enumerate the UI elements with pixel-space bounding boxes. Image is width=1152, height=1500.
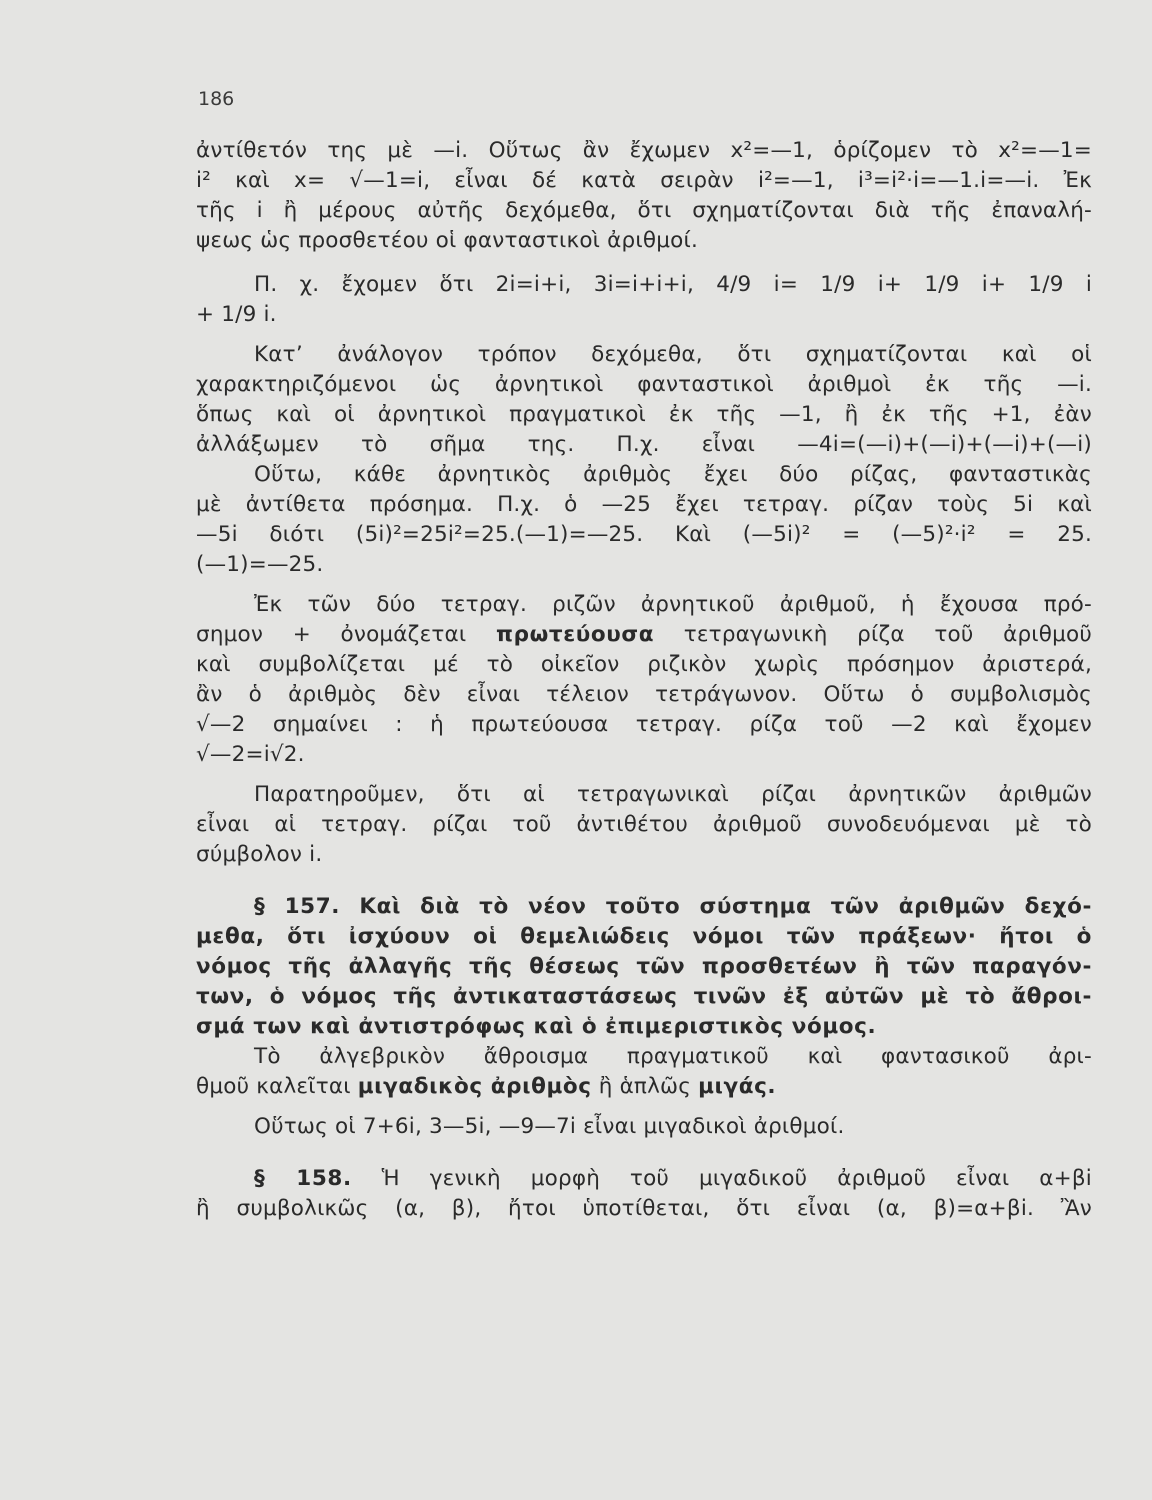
text-line: χαρακτηριζόμενοι ὡς ἀρνητικοὶ φανταστικοὶ ἀριθμοὶ ἐκ τῆς —i. bbox=[196, 372, 1092, 397]
section-157-line: σμά των καὶ ἀντιστρόφως καὶ ὁ ἐπιμεριστικὸς νόμος. bbox=[196, 1014, 877, 1039]
text-segment: ἢ ἁπλῶς bbox=[598, 1074, 692, 1099]
text-line: Παρατηροῦμεν, ὅτι αἱ τετραγωνικαὶ ρίζαι ἀρνητικῶν ἀριθμῶν bbox=[254, 782, 1092, 807]
text-line: μὲ ἀντίθετα πρόσημα. Π.χ. ὁ —25 ἔχει τετραγ. ρίζαν τοὺς 5i καὶ bbox=[196, 492, 1092, 517]
term-migas: μιγάς. bbox=[698, 1074, 777, 1099]
text-segment: τετραγωνικὴ ρίζα τοῦ ἀριθμοῦ bbox=[683, 622, 1092, 647]
text-segment: θμοῦ καλεῖται bbox=[196, 1074, 351, 1099]
section-157-line: μεθα, ὅτι ἰσχύουν οἱ θεμελιώδεις νόμοι τῶν πράξεων· ἤτοι ὁ bbox=[196, 924, 1092, 949]
term-migadikos-arithmos: μιγαδικὸς ἀριθμὸς bbox=[357, 1074, 592, 1099]
text-line: (—1)=—25. bbox=[196, 552, 324, 577]
text-line: Οὕτως οἱ 7+6i, 3—5i, —9—7i εἶναι μιγαδικοὶ ἀριθμοί. bbox=[254, 1114, 845, 1139]
text-line: ἀντίθετόν της μὲ —i. Οὕτως ἂν ἔχωμεν x²=—1, ὁρίζομεν τὸ x²=—1= bbox=[196, 138, 1092, 163]
body-text bbox=[196, 136, 1092, 1224]
section-157-line: των, ὁ νόμος τῆς ἀντικαταστάσεως τινῶν ἐξ αὐτῶν μὲ τὸ ἄθροι- bbox=[196, 984, 1092, 1009]
section-158-heading: § 158. bbox=[254, 1166, 352, 1191]
text-segment: Ἡ γενικὴ μορφὴ τοῦ μιγαδικοῦ ἀριθμοῦ εἶναι α+βi bbox=[381, 1166, 1092, 1191]
text-line: εἶναι αἱ τετραγ. ρίζαι τοῦ ἀντιθέτου ἀριθμοῦ συνοδευόμεναι μὲ τὸ bbox=[196, 812, 1092, 837]
text-line: ἂν ὁ ἀριθμὸς δὲν εἶναι τέλειον τετράγωνον. Οὕτω ὁ συμβολισμὸς bbox=[196, 682, 1092, 707]
text-line: √—2 σημαίνει : ἡ πρωτεύουσα τετραγ. ρίζα τοῦ —2 καὶ ἔχομεν bbox=[196, 712, 1092, 737]
text-line: ἀλλάξωμεν τὸ σῆμα της. Π.χ. εἶναι —4i=(—i)+(—i)+(—i)+(—i) bbox=[196, 432, 1092, 457]
text-line: Ἐκ τῶν δύο τετραγ. ριζῶν ἀρνητικοῦ ἀριθμοῦ, ἡ ἔχουσα πρό- bbox=[254, 592, 1092, 617]
text-line: —5i διότι (5i)²=25i²=25.(—1)=—25. Καὶ (—5i)² = (—5)²·i² = 25. bbox=[196, 522, 1092, 547]
text-line: Π. χ. ἔχομεν ὅτι 2i=i+i, 3i=i+i+i, 4/9 i= 1/9 i+ 1/9 i+ 1/9 i bbox=[254, 272, 1092, 297]
text-segment: σημον + ὀνομάζεται bbox=[196, 622, 467, 647]
section-157-line: νόμος τῆς ἀλλαγῆς τῆς θέσεως τῶν προσθετέων ἢ τῶν παραγόν- bbox=[196, 954, 1092, 979]
text-line: τῆς i ἢ μέρους αὐτῆς δεχόμεθα, ὅτι σχηματίζονται διὰ τῆς ἐπαναλή- bbox=[196, 198, 1092, 223]
text-line: + 1/9 i. bbox=[196, 302, 277, 327]
text-line: Οὕτω, κάθε ἀρνητικὸς ἀριθμὸς ἔχει δύο ρίζας, φανταστικὰς bbox=[254, 462, 1092, 487]
page-number: 186 bbox=[198, 88, 235, 110]
text-line: ἢ συμβολικῶς (α, β), ἤτοι ὑποτίθεται, ὅτι εἶναι (α, β)=α+βi. Ἂν bbox=[196, 1196, 1092, 1221]
text-line: Κατ’ ἀνάλογον τρόπον δεχόμεθα, ὅτι σχηματίζονται καὶ οἱ bbox=[254, 342, 1092, 367]
text-line: ὅπως καὶ οἱ ἀρνητικοὶ πραγματικοὶ ἐκ τῆς —1, ἢ ἐκ τῆς +1, ἐὰν bbox=[196, 402, 1092, 427]
text-line: ψεως ὡς προσθετέου οἱ φανταστικοὶ ἀριθμοί. bbox=[196, 228, 698, 253]
text-line: καὶ συμβολίζεται μέ τὸ οἰκεῖον ριζικὸν χωρὶς πρόσημον ἀριστερά, bbox=[196, 652, 1092, 677]
text-line bbox=[196, 1072, 1092, 1102]
text-line: σύμβολον i. bbox=[196, 842, 323, 867]
section-157-line: § 157. Καὶ διὰ τὸ νέον τοῦτο σύστημα τῶν ἀριθμῶν δεχό- bbox=[254, 894, 1092, 919]
text-line bbox=[196, 620, 1092, 650]
text-line: Τὸ ἀλγεβρικὸν ἄθροισμα πραγματικοῦ καὶ φαντασικοῦ ἀρι- bbox=[254, 1044, 1092, 1069]
section-158-line bbox=[196, 1164, 1092, 1194]
text-line: i² καὶ x= √—1=i, εἶναι δέ κατὰ σειρὰν i²=—1, i³=i²·i=—1.i=—i. Ἐκ bbox=[196, 168, 1092, 193]
term-protevousa: πρωτεύουσα bbox=[496, 622, 655, 647]
text-line: √—2=i√2. bbox=[196, 742, 305, 767]
